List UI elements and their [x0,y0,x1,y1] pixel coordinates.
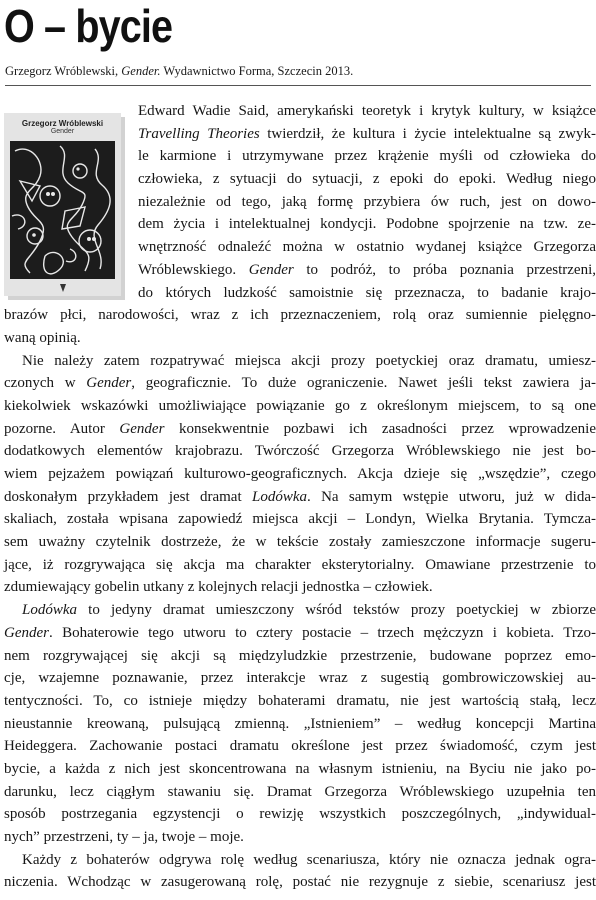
text-run: Nie należy zatem rozpatrywać miejsca akcji prozy poetyckiej oraz dramatu, umiesz- [22,352,596,369]
text-run: Heideggera. Zachowanie postaci dramatu określone jest przez świadomość, czym jest [4,738,596,755]
text-line [4,645,596,668]
text-run: niczenia. Wchodząc w zasugerowaną rolę, postać nie rezygnuje z siebie, scenariusz jest [4,874,596,891]
bib-publisher: Wydawnictwo Forma, Szczecin 2013. [163,64,354,78]
text-line [4,713,596,736]
text-line [4,508,596,531]
header-rule [5,85,591,86]
text-line [4,781,596,804]
text-run: to jedyny dramat umieszczony wśród tekstów prozy poetyckiej w zbiorze [77,602,596,619]
text-run: , geograficznie. To duże ograniczenie. Nawet jeśli tekst zawiera ja- [131,375,596,392]
text-run: . Na samym wstępie utworu, już w dida- [307,488,596,505]
text-line [4,486,596,509]
text-run: zdumiewający gobelin utkany z kolejnych relacji jednostka – człowiek. [4,579,433,596]
text-run: darunku, lecz ciągłym stawaniu się. Dramat Grzegorza Wróblewskiego uzupełnia ten [4,783,596,800]
text-run: nem rozgrywającej się akcji są międzyludzkie przestrzenie, budowane poprzez emo- [4,647,596,664]
text-line [4,350,596,373]
text-run: tentyczności. To, co istnieje między bohaterami dramatu, nie jest wartością stałą, lecz [4,692,596,709]
text-line [4,554,596,577]
text-run: do których ludzkość samoistnie się przeznacza, to badanie krajo- [138,284,596,301]
text-run: wnętrzność odnaleźć można w ostatnio wydanej książce Grzegorza [138,239,596,256]
text-line [4,145,596,168]
text-run: kiekolwiek wskazówki umożliwiające powiązanie go z określonym miejscem, to są one [4,397,596,414]
text-line [4,236,596,259]
text-line [4,576,596,599]
text-run: Gender [248,261,294,278]
text-line [4,531,596,554]
text-run: cje, wzajemne poznawanie, przez interakcje wraz z sugestią gombrowiczowskiej au- [4,670,596,687]
text-line [4,213,596,236]
cover-author: Grzegorz Wróblewski [21,119,104,128]
text-run: Edward Wadie Said, amerykański teoretyk i krytyk kultury, w książce [138,103,596,119]
text-run: bycie, a każda z nich jest skoncentrowana na własnym istnieniu, na Byciu nie jako po- [4,760,596,777]
text-line [4,395,596,418]
text-run: człowieka, z sytuacji do sytuacji, z epoki do epoki. Według niego [138,171,596,188]
text-run: dem życia i intelektualnej kondycji. Podobne spojrzenie na tzw. ze- [138,216,596,233]
text-run: Gender [86,375,132,392]
text-line [4,758,596,781]
text-line [4,123,596,146]
text-line [4,440,596,463]
text-line [4,871,596,894]
text-line [4,168,596,191]
text-line [4,282,596,305]
text-line [4,191,596,214]
text-run: to podróż, to próba poznania przestrzeni, [293,261,596,278]
text-run: nieustannie kreowaną, pulsującą zmienną. „Istnieniem” – według koncepcji Martina [4,715,596,732]
text-run: sposób postrzegania egzystencji o rewizję wszystkich poszczególnych, „indywidual- [4,806,596,823]
text-line [4,259,596,282]
text-run: Lodówka [22,602,78,619]
text-line [4,622,596,645]
text-run: le karmione i utrzymywane przez krążenie myśli od człowieka do [138,148,596,165]
text-run: czonych w [4,375,87,392]
text-run: Każdy z bohaterów odgrywa rolę według scenariusza, który nie oznacza jednak ogra- [22,851,596,868]
bib-author: Grzegorz Wróblewski, [5,64,119,78]
text-run: skaliach, została wpisana zapowiedź miejsca akcji – Londyn, Wielka Brytania. Tymcza- [4,511,596,528]
text-line [4,304,596,327]
text-line [4,803,596,826]
text-line [4,849,596,872]
text-line [4,327,596,350]
text-run: . Bohaterowie tego utworu to cztery postacie – trzech mężczyzn i kobieta. Trzo- [49,624,596,641]
text-line [4,418,596,441]
text-run: waną opinią. [4,329,81,346]
bib-book-title: Gender. [121,64,161,78]
text-run: wiem pejzażem powiązań kulturowo-geograficznych. Akcja dzieje się „wszędzie”, czego [4,466,596,482]
text-run: nych” przestrzeni, ty – ja, twoje – moje. [4,829,244,845]
text-line [4,599,596,622]
text-run: twierdził, że kultura i życie intelektualne są zwyk- [259,125,596,142]
text-line [4,372,596,395]
cover-title: Gender [50,128,75,135]
text-run: Gender [4,624,49,641]
text-run: sem uważny czytelnik dostrzeże, że w tekście zostały zamieszczone informacje sugeru- [4,534,596,551]
text-line [4,100,596,123]
text-run: Gender [119,420,165,437]
article-title: O – bycie [4,0,173,52]
text-line [4,826,596,849]
text-run: brazów płci, narodowości, wraz z ich przeznaczeniem, rolą oraz sumiennie pielęgno- [4,307,596,324]
text-run: Wróblewskiego. [138,261,249,278]
text-run: doskonałym przykładem jest dramat [4,488,252,505]
bibliographic-note [5,63,353,79]
text-line [4,463,596,486]
text-line [4,667,596,690]
text-run: jące, iż rozgrywająca się akcja ma charakter eksterytorialny. Omawiane przestrzenie to [4,556,596,573]
article-body [4,100,596,894]
text-run: pozorne. Autor [4,420,120,437]
text-run: Travelling Theories [138,125,260,142]
text-line [4,735,596,758]
text-run: Lodówka [251,488,307,505]
text-run: dodatkowych elementów krajobrazu. Twórczość Grzegorza Wróblewskiego nie jest bo- [4,443,596,460]
text-run: konsekwentnie pozbawi ich zasadności przez wprowadzenie [164,420,596,437]
text-line [4,690,596,713]
text-run: niezależnie od tego, jaką formę przybiera ów ruch, jest on dowo- [138,193,596,210]
